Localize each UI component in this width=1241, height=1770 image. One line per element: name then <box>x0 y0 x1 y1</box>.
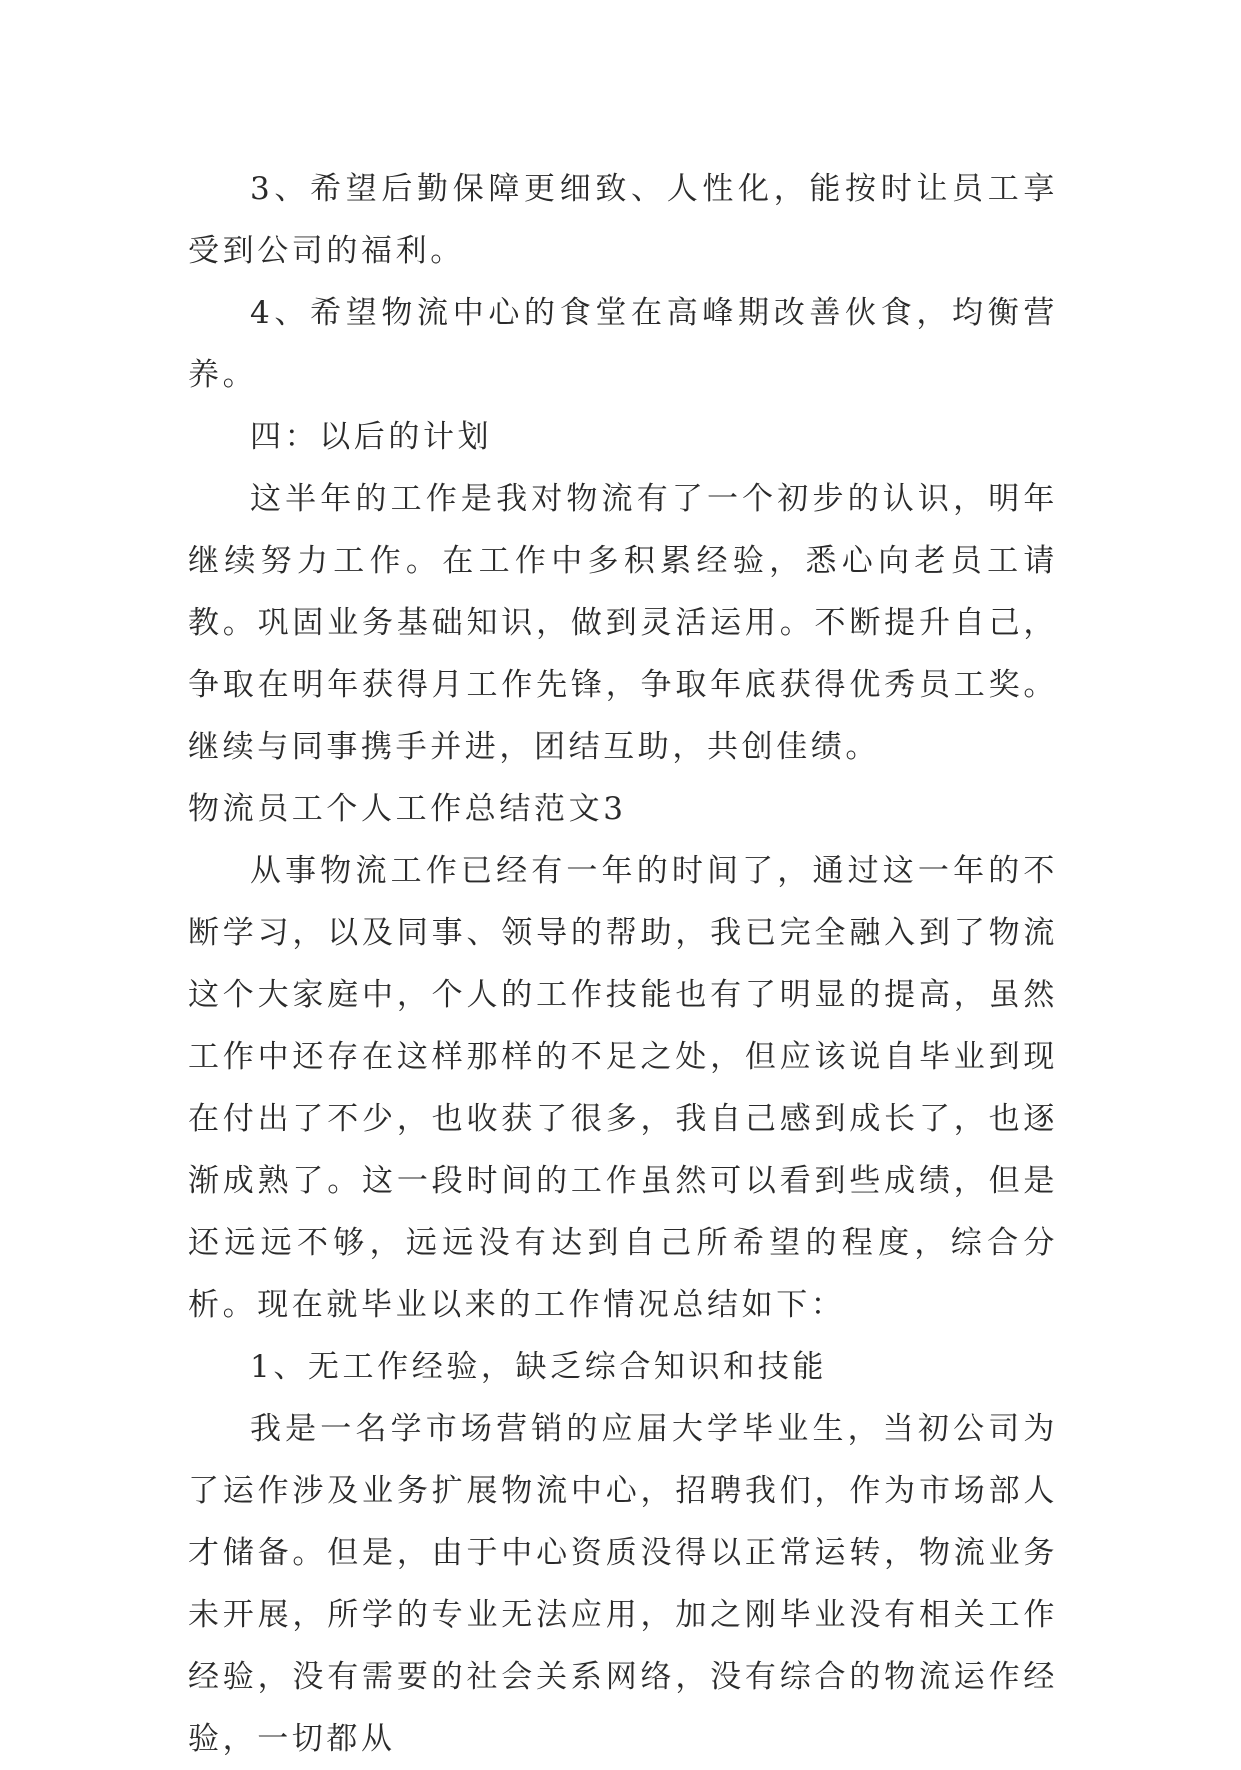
article-title-sample-3: 物流员工个人工作总结范文3 <box>188 791 627 827</box>
paragraph-graduate-background: 我是一名学市场营销的应届大学毕业生，当初公司为了运作涉及业务扩展物流中心，招聘我们，作为市场部人才储备。但是，由于中心资质没得以正常运转，物流业务未开展，所学的专业无法应用，加之刚毕业没有相关工作经验，没有需要的社会关系网络，没有综合的物流运作经验，一切都从 <box>188 1411 1058 1757</box>
section-heading-no-experience: 1、无工作经验，缺乏综合知识和技能 <box>250 1349 827 1385</box>
document-body <box>188 158 1058 1770</box>
paragraph-intro-summary: 从事物流工作已经有一年的时间了，通过这一年的不断学习，以及同事、领导的帮助，我已完全融入到了物流这个大家庭中，个人的工作技能也有了明显的提高，虽然工作中还存在这样那样的不足之处，但应该说自毕业到现在付出了不少，也收获了很多，我自己感到成长了，也逐渐成熟了。这一段时间的工作虽然可以看到些成绩，但是还远远不够，远远没有达到自己所希望的程度，综合分析。现在就毕业以来的工作情况总结如下： <box>188 853 1058 1323</box>
section-heading-future-plan: 四：以后的计划 <box>250 419 493 455</box>
paragraph-canteen-wish: 4、希望物流中心的食堂在高峰期改善伙食，均衡营养。 <box>188 295 1058 393</box>
paragraph-future-plan: 这半年的工作是我对物流有了一个初步的认识，明年继续努力工作。在工作中多积累经验，悉心向老员工请教。巩固业务基础知识，做到灵活运用。不断提升自己，争取在明年获得月工作先锋，争取年底获得优秀员工奖。继续与同事携手并进，团结互助，共创佳绩。 <box>188 481 1058 765</box>
paragraph-welfare-wish: 3、希望后勤保障更细致、人性化，能按时让员工享受到公司的福利。 <box>188 171 1058 269</box>
